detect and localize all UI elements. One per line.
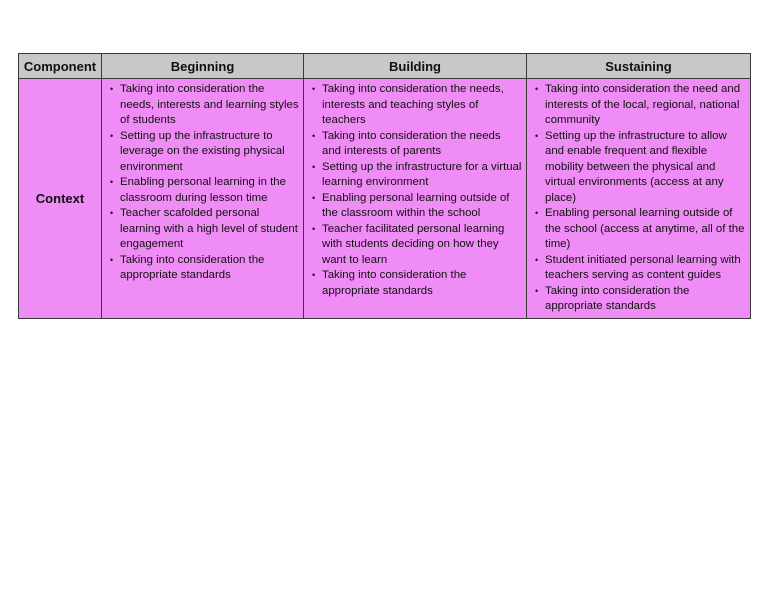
list-item: • Setting up the infrastructure for a virtual learning environment xyxy=(312,160,522,191)
list-item: • Enabling personal learning outside of the school (access at anytime, all of the time) xyxy=(535,206,746,253)
header-component: Component xyxy=(19,54,102,79)
list-item: • Enabling personal learning outside of the classroom within the school xyxy=(312,191,522,222)
list-item: • Taking into consideration the appropriate standards xyxy=(110,253,299,284)
sustaining-list xyxy=(527,79,750,318)
component-table xyxy=(18,53,751,319)
beginning-cell xyxy=(102,79,304,319)
list-item: • Taking into consideration the needs and interests of parents xyxy=(312,129,522,160)
building-cell xyxy=(304,79,527,319)
header-sustaining: Sustaining xyxy=(527,54,751,79)
list-item: • Taking into consideration the appropriate standards xyxy=(535,284,746,315)
header-building: Building xyxy=(304,54,527,79)
list-item: • Student initiated personal learning with teachers serving as content guides xyxy=(535,253,746,284)
building-list xyxy=(304,79,526,302)
sustaining-cell xyxy=(527,79,751,319)
list-item: • Taking into consideration the need and interests of the local, regional, national community xyxy=(535,82,746,129)
table-row xyxy=(19,79,751,319)
list-item: • Enabling personal learning in the classroom during lesson time xyxy=(110,175,299,206)
list-item: • Taking into consideration the appropriate standards xyxy=(312,268,522,299)
list-item: • Taking into consideration the needs, interests and learning styles of students xyxy=(110,82,299,129)
table-header-row xyxy=(19,54,751,79)
list-item: • Setting up the infrastructure to allow and enable frequent and flexible mobility between the physical and virtual environments (access at any place) xyxy=(535,129,746,207)
header-beginning: Beginning xyxy=(102,54,304,79)
list-item: • Teacher scafolded personal learning with a high level of student engagement xyxy=(110,206,299,253)
list-item: • Teacher facilitated personal learning with students deciding on how they want to learn xyxy=(312,222,522,269)
list-item: • Setting up the infrastructure to leverage on the existing physical environment xyxy=(110,129,299,176)
list-item: • Taking into consideration the needs, interests and teaching styles of teachers xyxy=(312,82,522,129)
component-name: Context xyxy=(19,79,102,319)
beginning-list xyxy=(102,79,303,287)
